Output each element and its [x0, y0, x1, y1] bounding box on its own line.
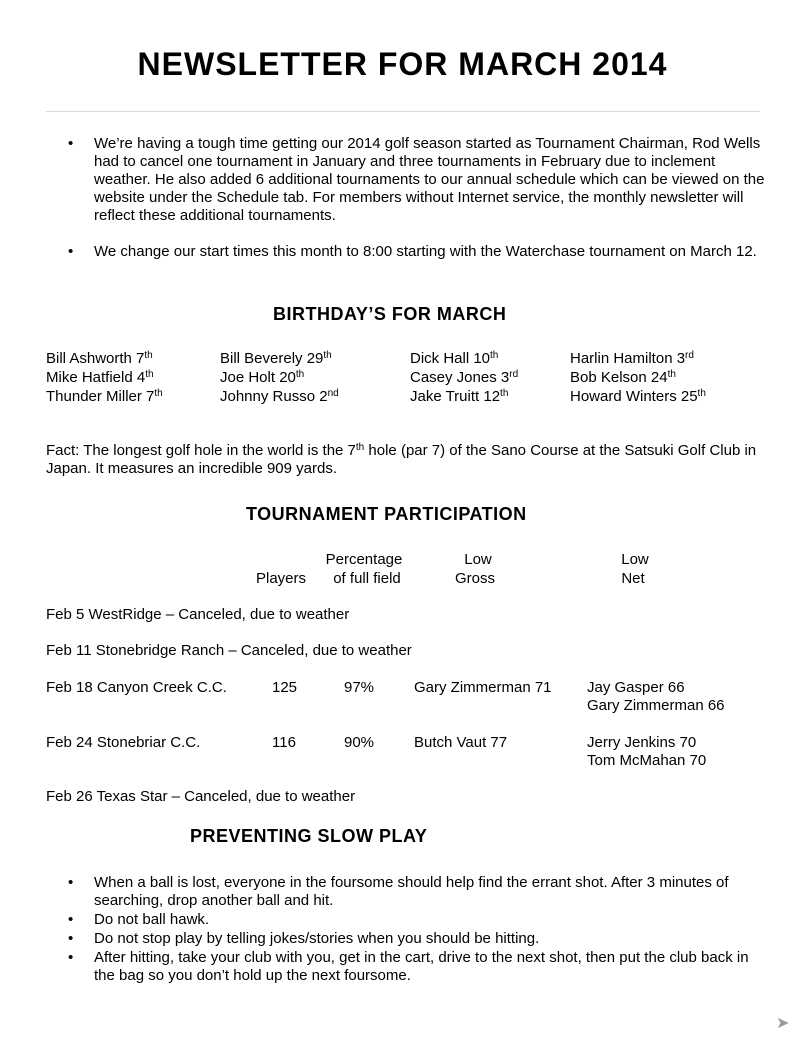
birthday-entry: Bob Kelson 24th — [570, 369, 676, 386]
tournament-canceled-row: Feb 26 Texas Star – Canceled, due to weather — [46, 788, 356, 805]
birthday-entry: Harlin Hamilton 3rd — [570, 350, 694, 367]
tournament-canceled-row: Feb 11 Stonebridge Ranch – Canceled, due to weather — [46, 642, 412, 659]
header-net-line1: Low — [621, 551, 649, 568]
tournament-canceled-row: Feb 5 WestRidge – Canceled, due to weather — [46, 606, 350, 623]
header-gross-line1: Low — [464, 551, 492, 568]
tournament-event-name: Feb 24 Stonebriar C.C. — [46, 734, 201, 751]
tournament-low-net: Jay Gasper 66 — [587, 679, 685, 696]
slow-play-bullet: • Do not ball hawk. — [46, 911, 766, 929]
tournament-low-net: Gary Zimmerman 66 — [587, 697, 725, 714]
slow-play-heading: PREVENTING SLOW PLAY — [190, 826, 428, 846]
slow-play-bullet: • After hitting, take your club with you, get in the cart, drive to the next shot, then put the club back in the bag so you don’t hold up the next foursome. — [46, 949, 766, 985]
header-percentage-line1: Percentage — [325, 551, 403, 568]
tournament-event-name: Feb 18 Canyon Creek C.C. — [46, 679, 227, 696]
tournament-low-net: Jerry Jenkins 70 — [587, 734, 697, 751]
title-divider — [46, 111, 760, 112]
tournament-players: 125 — [272, 679, 298, 696]
slow-play-bullet-list — [46, 874, 766, 985]
tournament-low-gross: Butch Vaut 77 — [414, 734, 508, 751]
next-arrow-icon[interactable]: ➤ — [776, 1015, 790, 1032]
tournament-percentage: 97% — [344, 679, 375, 696]
birthdays-heading: BIRTHDAY’S FOR MARCH — [273, 304, 507, 324]
birthday-entry: Bill Ashworth 7th — [46, 350, 153, 367]
header-players: Players — [256, 570, 307, 587]
birthday-entry: Thunder Miller 7th — [46, 388, 163, 405]
birthday-entry: Bill Beverely 29th — [220, 350, 332, 367]
birthday-entry: Casey Jones 3rd — [410, 369, 519, 386]
intro-bullet-list — [46, 135, 766, 261]
tournament-percentage: 90% — [344, 734, 375, 751]
intro-bullet-2: • We change our start times this month to 8:00 starting with the Waterchase tournament on March 12. — [46, 243, 766, 261]
tournament-heading: TOURNAMENT PARTICIPATION — [246, 504, 527, 524]
newsletter-title: NEWSLETTER FOR MARCH 2014 — [137, 46, 668, 82]
slow-play-bullet: • Do not stop play by telling jokes/stories when you should be hitting. — [46, 930, 766, 948]
tournament-players: 116 — [272, 734, 296, 751]
birthday-entry: Mike Hatfield 4th — [46, 369, 154, 386]
slow-play-bullet: • When a ball is lost, everyone in the foursome should help find the errant shot. After 3 minutes of searching, drop another ball and hit. — [46, 874, 766, 910]
birthday-entry: Dick Hall 10th — [410, 350, 499, 367]
header-percentage-line2: of full field — [333, 570, 401, 587]
header-gross-line2: Gross — [454, 570, 495, 587]
golf-fact: Fact: The longest golf hole in the world is the 7th hole (par 7) of the Sano Course at the Satsuki Golf Club in Japan. It measures an incredible 909 yards. — [46, 442, 757, 477]
birthday-entry: Howard Winters 25th — [570, 388, 706, 405]
header-net-line2: Net — [621, 570, 645, 587]
intro-bullet-1: • We’re having a tough time getting our 2014 golf season started as Tournament Chairman, Rod Wells had to cancel one tournament in January and three tournaments in February due to inclement weather. He also added 6 additional tournaments to our annual schedule which can be viewed on the website under the Schedule tab. For members without Internet service, the monthly newsletter will reflect these additional tournaments. — [46, 135, 766, 225]
birthday-entry: Jake Truitt 12th — [410, 388, 509, 405]
tournament-low-gross: Gary Zimmerman 71 — [414, 679, 552, 696]
tournament-low-net: Tom McMahan 70 — [587, 752, 707, 769]
birthday-entry: Joe Holt 20th — [220, 369, 305, 386]
birthday-entry: Johnny Russo 2nd — [220, 388, 339, 405]
